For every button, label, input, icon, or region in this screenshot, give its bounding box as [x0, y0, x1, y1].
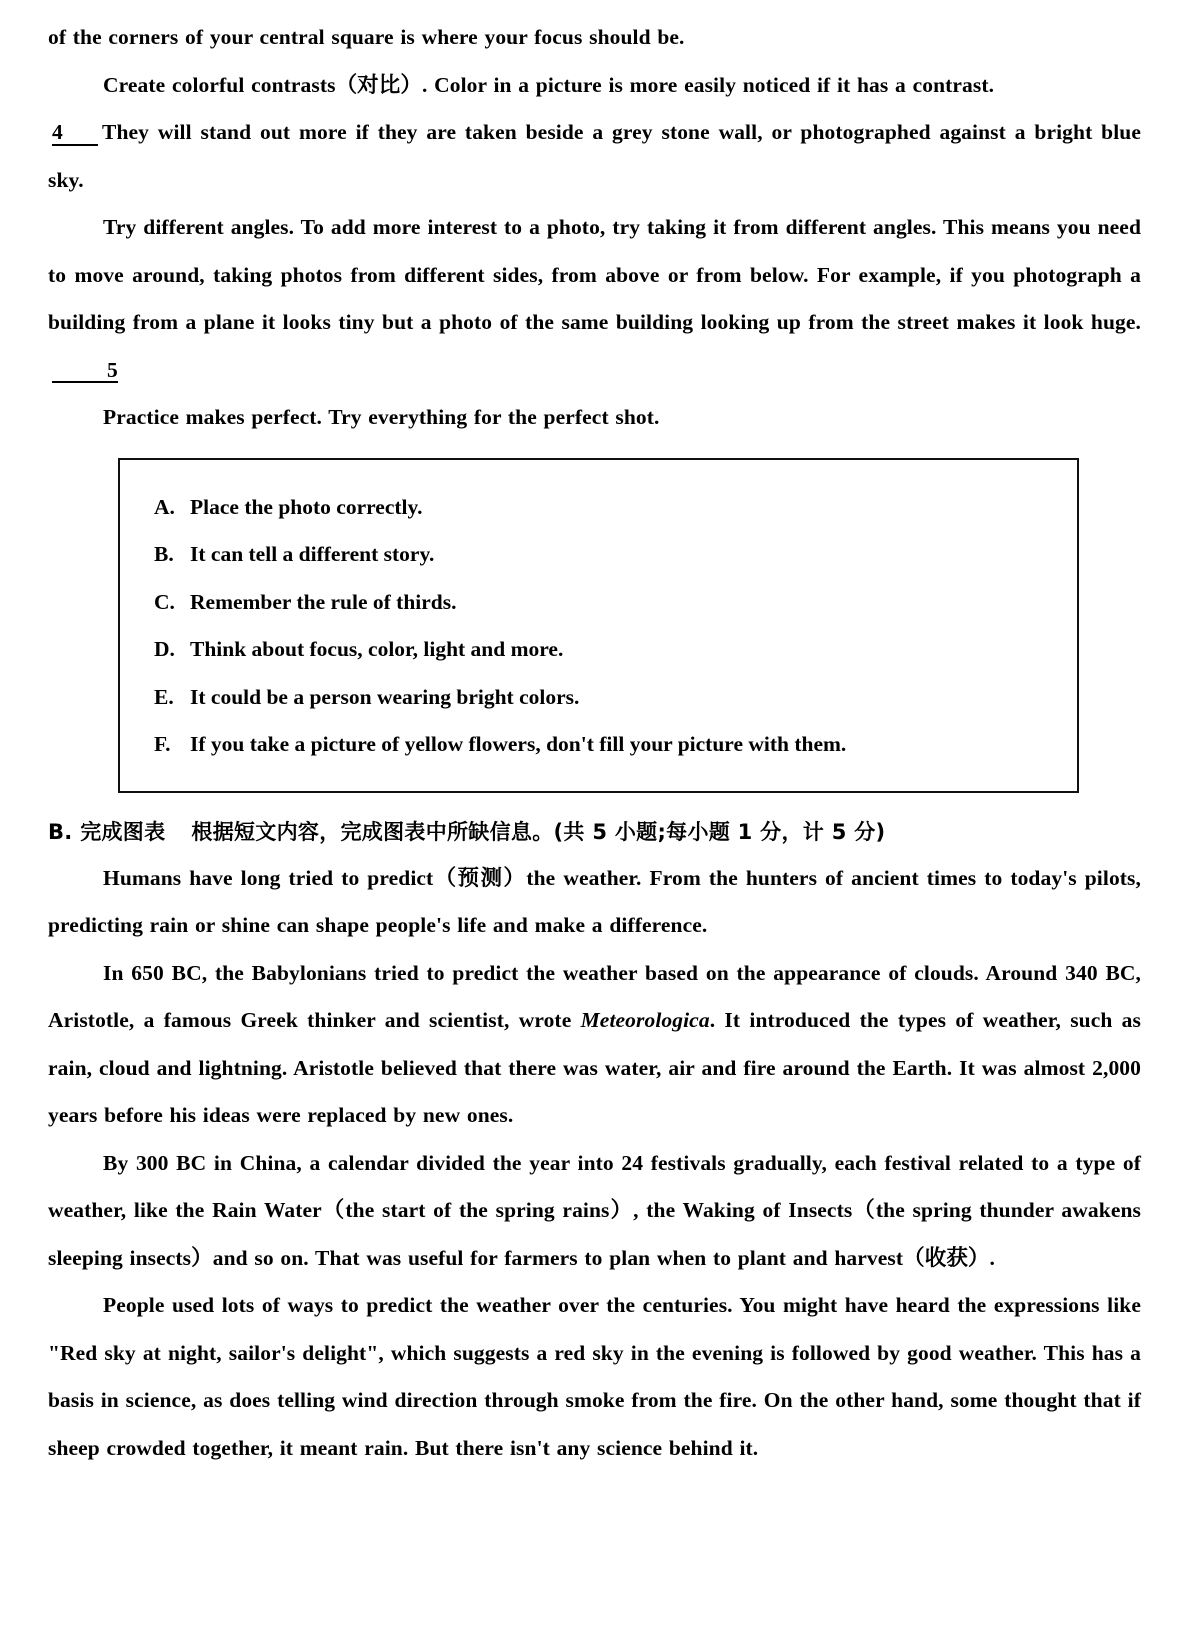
section-b-label: B. 完成图表 [48, 819, 166, 844]
option-letter-a: A. [154, 494, 175, 519]
paragraph-colorful-contrasts: Create colorful contrasts（对比）. Color in a picture is more easily noticed if it has a contrast. [103, 72, 995, 97]
paragraph-continuation: of the corners of your central square is where your focus should be. [48, 25, 685, 49]
babylonians-text-part1: In 650 BC, the Babylonians tried to predict the weather based on the appearance of clouds. Around 340 BC, Aristotle, a famous Greek thinker and scientist, wrote [48, 960, 1141, 1032]
option-item-e[interactable] [120, 674, 1077, 722]
option-letter-f: F. [154, 732, 171, 756]
blank-4-following-text: They will stand out more if they are taken beside a grey stone wall, or photographed against a bright blue sky. [48, 120, 1141, 192]
option-letter-e: E. [154, 684, 174, 709]
paragraph-china-calendar: By 300 BC in China, a calendar divided the year into 24 festivals gradually, each festival related to a type of weather, like the Rain Water（the start of the spring rains）, the Waking of Insects（the spring thunder awakens sleeping insects）and so on. That was useful for farmers to plan when to plant and harvest（收获）. [48, 1150, 1141, 1270]
section-b-heading [48, 809, 1141, 855]
paragraph-try-different-angles [48, 204, 1141, 394]
paragraph-babylonians [48, 950, 1141, 1140]
book-title-meteorologica: Meteorologica [580, 1008, 710, 1032]
option-text-a: Place the photo correctly. [190, 494, 423, 519]
option-item-f[interactable] [120, 721, 1077, 769]
section-b-instruction: 根据短文内容，完成图表中所缺信息。 [191, 819, 554, 844]
paragraph-expressions: People used lots of ways to predict the weather over the centuries. You might have heard the expressions like "Red sky at night, sailor's delight", which suggests a red sky in the evening is followed by good weather. This has a basis in science, as does telling wind direction through smoke from the fire. On the other hand, some thought that if sheep crowded together, it meant rain. But there isn't any science behind it. [48, 1293, 1141, 1460]
section-b-score-note: (共 5 小题;每小题 1 分，计 5 分) [553, 819, 886, 844]
option-letter-b: B. [154, 542, 174, 566]
option-text-c: Remember the rule of thirds. [190, 589, 457, 614]
blank-number-5[interactable]: 5 [52, 359, 118, 384]
option-letter-c: C. [154, 589, 175, 614]
paragraph-practice-makes-perfect: Practice makes perfect. Try everything for the perfect shot. [103, 405, 660, 429]
blank-number-4[interactable]: 4 [52, 121, 98, 146]
paragraph-humans-predict: Humans have long tried to predict（预测）the weather. From the hunters of ancient times to today's pilots, predicting rain or shine can shape people's life and make a difference. [48, 865, 1141, 937]
options-box [118, 458, 1079, 793]
option-text-b: It can tell a different story. [190, 542, 435, 566]
option-item-b[interactable] [120, 531, 1077, 579]
option-text-f: If you take a picture of yellow flowers, don't fill your picture with them. [190, 732, 847, 756]
option-item-d[interactable] [120, 626, 1077, 674]
option-item-c[interactable] [120, 579, 1077, 627]
angles-text: Try different angles. To add more interest to a photo, try taking it from different angles. This means you need to move around, taking photos from different sides, from above or from below. For example, if you photograph a building from a plane it looks tiny but a photo of the same building looking up from the street makes it look huge. [48, 215, 1141, 334]
option-letter-d: D. [154, 637, 175, 661]
paragraph-blank-4 [48, 109, 1141, 204]
option-text-d: Think about focus, color, light and more. [190, 637, 564, 661]
option-text-e: It could be a person wearing bright colors. [190, 684, 580, 709]
option-item-a[interactable] [120, 484, 1077, 532]
babylonians-text-part2: . It introduced the types of weather, such as rain, cloud and lightning. Aristotle believed that there was water, air and fire around the Earth. It was almost 2,000 years before his ideas were replaced by new ones. [48, 1008, 1141, 1127]
